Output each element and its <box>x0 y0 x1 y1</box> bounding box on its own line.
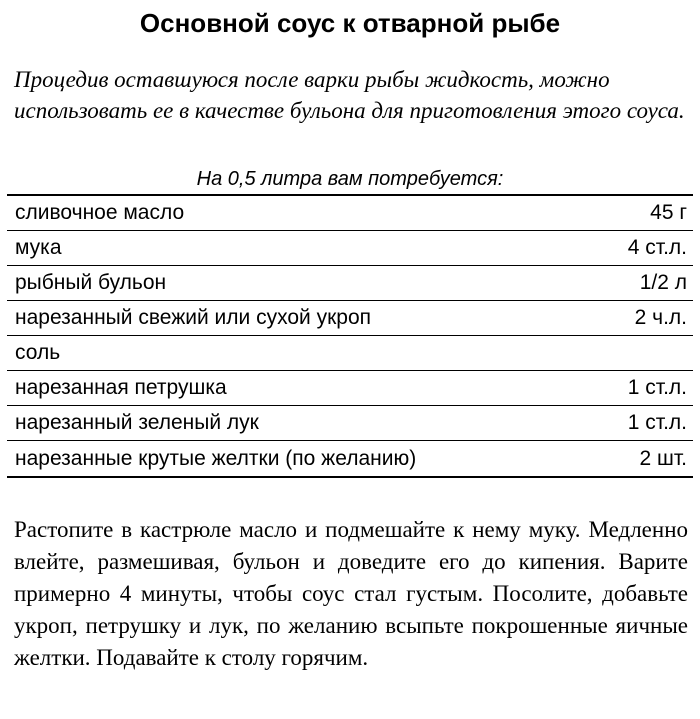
ingredient-name: соль <box>15 341 61 364</box>
ingredient-amount: 45 г <box>650 201 687 224</box>
ingredients-table <box>7 194 693 478</box>
ingredient-amount: 2 ч.л. <box>634 306 687 329</box>
ingredient-name: нарезанные крутые желтки (по желанию) <box>15 446 417 470</box>
ingredient-row <box>7 371 693 406</box>
recipe-instructions: Растопите в кастрюле масло и подмешайте к нему муку. Медленно влейте, размешивая, бульон и доведите его до кипения. Варите примерно 4 минуты, чтобы соус стал густым. Посолите, добавьте укроп, петрушку и лук, по желанию всыпьте покрошенные яичные желтки. Подавайте к столу горячим. <box>14 517 688 670</box>
ingredient-name: рыбный бульон <box>15 271 167 294</box>
ingredient-row <box>7 336 693 371</box>
ingredient-row <box>7 441 693 476</box>
ingredient-name: нарезанная петрушка <box>15 376 227 399</box>
ingredient-row <box>7 301 693 336</box>
ingredient-row <box>7 231 693 266</box>
ingredient-name: нарезанный зеленый лук <box>15 411 259 434</box>
ingredients-caption: На 0,5 литра вам потребуется: <box>196 168 504 190</box>
ingredient-row <box>7 266 693 301</box>
ingredient-amount: 1 ст.л. <box>627 376 687 399</box>
ingredient-row <box>7 196 693 231</box>
ingredient-name: мука <box>15 236 62 259</box>
ingredient-row <box>7 406 693 441</box>
ingredient-name: нарезанный свежий или сухой укроп <box>15 306 372 329</box>
ingredient-amount: 4 ст.л. <box>627 236 687 259</box>
recipe-intro: Процедив оставшуюся после варки рыбы жидкость, можно использовать ее в качестве бульона для приготовления этого соуса. <box>14 67 685 123</box>
ingredient-amount: 2 шт. <box>639 446 687 470</box>
recipe-title: Основной соус к отварной рыбе <box>139 8 561 38</box>
ingredient-amount: 1/2 л <box>639 271 687 294</box>
ingredient-name: сливочное масло <box>15 201 185 224</box>
ingredient-amount: 1 ст.л. <box>627 411 687 434</box>
